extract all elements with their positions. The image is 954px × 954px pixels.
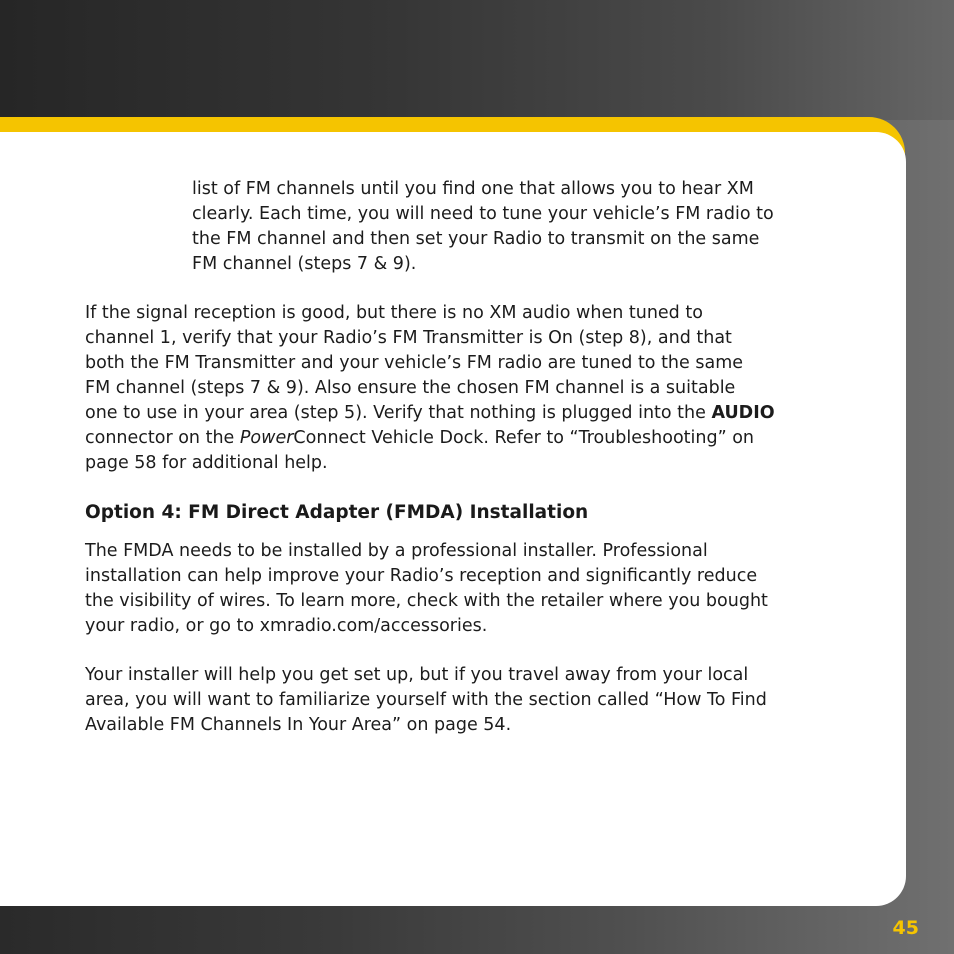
text-line: both the FM Transmitter and your vehicle’s FM radio are tuned to the same: [85, 353, 744, 373]
text-line: the visibility of wires. To learn more, check with the retailer where you bought: [85, 591, 768, 611]
top-background: [0, 0, 954, 120]
text-line: your radio, or go to xmradio.com/accessories.: [85, 616, 488, 636]
text-line: installation can help improve your Radio’s reception and significantly reduce: [85, 566, 758, 586]
fmda-paragraph: [85, 539, 768, 639]
text-line: FM channel (steps 7 & 9). Also ensure the chosen FM channel is a suitable: [85, 378, 736, 398]
text-line: Your installer will help you get set up, but if you travel away from your local: [85, 665, 749, 685]
text-line: area, you will want to familiarize yourself with the section called “How To Find: [85, 690, 767, 710]
brand-italic: Power: [239, 428, 294, 448]
text-line: clearly. Each time, you will need to tune your vehicle’s FM radio to: [192, 204, 774, 224]
text-line: page 58 for additional help.: [85, 453, 328, 473]
text-line: [85, 401, 775, 426]
page-number: 45: [892, 917, 919, 939]
text-run: connector on the: [85, 428, 240, 448]
continuation-paragraph: [192, 177, 774, 277]
text-run: Connect Vehicle Dock. Refer to “Troubleshooting” on: [293, 428, 755, 448]
text-line: FM channel (steps 7 & 9).: [192, 254, 417, 274]
text-run: one to use in your area (step 5). Verify that nothing is plugged into the: [85, 403, 712, 423]
text-line: list of FM channels until you find one that allows you to hear XM: [192, 179, 754, 199]
text-line: Available FM Channels In Your Area” on page 54.: [85, 715, 512, 735]
audio-connector-label: AUDIO: [711, 403, 775, 423]
text-line: If the signal reception is good, but there is no XM audio when tuned to: [85, 303, 703, 323]
text-line: the FM channel and then set your Radio to transmit on the same: [192, 229, 760, 249]
text-line: The FMDA needs to be installed by a professional installer. Professional: [85, 541, 708, 561]
text-line: channel 1, verify that your Radio’s FM Transmitter is On (step 8), and that: [85, 328, 732, 348]
signal-paragraph: [85, 301, 775, 476]
text-line: [85, 426, 775, 451]
installer-paragraph: [85, 663, 767, 738]
section-heading: Option 4: FM Direct Adapter (FMDA) Installation: [85, 502, 589, 523]
